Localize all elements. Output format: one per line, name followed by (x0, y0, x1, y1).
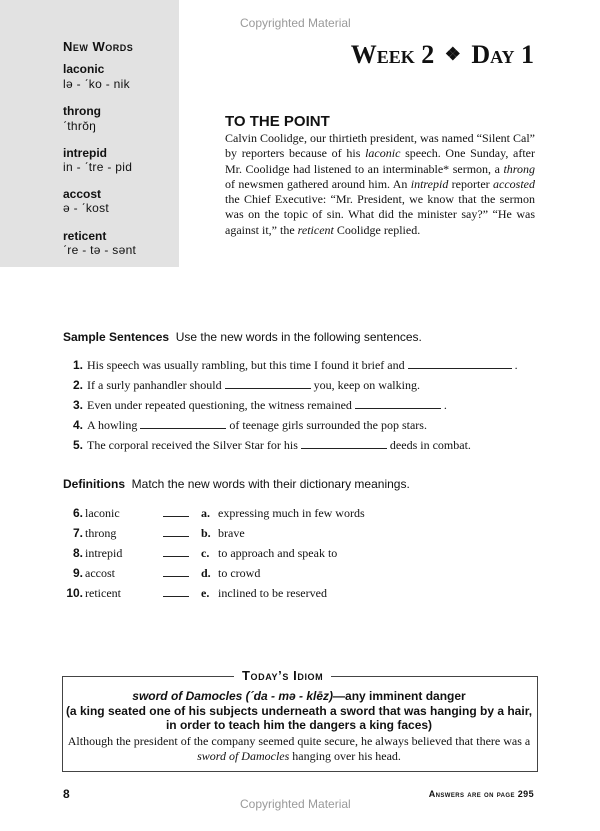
definition-row (63, 546, 463, 562)
idiom-example (64, 734, 534, 763)
definitions-instruction: Match the new words with their dictionary meanings. (131, 477, 410, 491)
pronunciation-4: ə - ˊkost (63, 201, 110, 215)
definition-letter: c. (201, 546, 210, 560)
idiom-meaning: —any imminent danger (333, 689, 466, 703)
new-word-1: laconic (63, 62, 105, 76)
passage-text: reporter (448, 176, 494, 191)
idiom-pronunciation: (ˊda - mə - klēz) (245, 689, 334, 703)
passage-vocab-word: reticent (297, 222, 334, 237)
definition-word: accost (85, 566, 115, 580)
answers-note: Answers are on page 295 (428, 789, 534, 799)
definition-row (63, 566, 463, 582)
definition-meaning: brave (218, 526, 245, 540)
item-number: 4. (72, 418, 83, 432)
passage-vocab-word: throng (503, 161, 535, 176)
match-blank[interactable] (163, 516, 189, 517)
definition-letter: a. (201, 506, 210, 520)
new-word-5: reticent (63, 229, 107, 243)
sample-sentences-instruction: Use the new words in the following sentences. (175, 330, 422, 344)
idiom-definition (64, 689, 534, 733)
sentence-item (63, 398, 447, 413)
definition-row (63, 526, 463, 542)
definition-meaning: to approach and speak to (218, 546, 338, 560)
page-number: 8 (63, 787, 70, 801)
sentence-text-after: deeds in combat. (386, 438, 471, 452)
sample-sentences-heading (63, 330, 422, 344)
item-number: 8. (72, 546, 83, 560)
definition-meaning: expressing much in few words (218, 506, 365, 520)
passage-vocab-word: intrepid (410, 176, 449, 191)
item-number: 7. (72, 526, 83, 540)
diamond-separator-icon: ❖ (444, 44, 461, 64)
passage-vocab-word: accosted (493, 176, 535, 191)
pronunciation-2: ˊthrŏŋ (63, 119, 97, 133)
new-words-title: New Words (63, 39, 134, 54)
sentence-item (63, 378, 420, 393)
sentence-text: His speech was usually rambling, but this time I found it brief and (87, 358, 408, 372)
new-word-2: throng (63, 104, 101, 118)
match-blank[interactable] (163, 536, 189, 537)
definition-letter: b. (201, 526, 211, 540)
definition-word: laconic (85, 506, 120, 520)
to-the-point-passage (225, 131, 535, 238)
passage-text: Calvin Coolidge, our thirtieth president, was named “Silent Cal” by reporters because of his (225, 131, 535, 161)
watermark-bottom: Copyrighted Material (240, 797, 351, 811)
sentence-text: A howling (87, 418, 141, 432)
item-number: 9. (72, 566, 83, 580)
definition-letter: d. (201, 566, 211, 580)
definition-row (63, 586, 463, 602)
item-number: 6. (72, 506, 83, 520)
sentence-text-after: you, keep on walking. (310, 378, 420, 392)
idiom-example-text: Although the president of the company seemed quite secure, he always believed that there was a (67, 734, 531, 748)
definition-meaning: inclined to be reserved (218, 586, 327, 600)
answer-blank[interactable] (301, 438, 387, 449)
definitions-label: Definitions (63, 477, 125, 491)
definition-letter: e. (201, 586, 210, 600)
item-number: 1. (72, 358, 83, 372)
definitions-heading (63, 477, 410, 491)
idiom-title: Today’s Idiom (234, 668, 331, 683)
sentence-text-after: of teenage girls surrounded the pop stars. (226, 418, 427, 432)
idiom-phrase: sword of Damocles (132, 689, 243, 703)
match-blank[interactable] (163, 556, 189, 557)
pronunciation-3: in - ˊtre - pid (63, 160, 133, 174)
definition-row (63, 506, 463, 522)
sentence-text-after: . (511, 358, 518, 372)
sample-sentences-label: Sample Sentences (63, 330, 170, 344)
sentence-item (63, 438, 471, 453)
answer-blank[interactable] (408, 358, 512, 369)
idiom-explanation: (a king seated one of his subjects underneath a sword that was hanging by a hair, in order to teach him the dangers a king faces) (65, 703, 533, 732)
definition-meaning: to crowd (218, 566, 261, 580)
new-word-4: accost (63, 187, 102, 201)
sentence-text: If a surly panhandler should (87, 378, 225, 392)
sentence-item (63, 358, 518, 373)
week-label: Week 2 (350, 40, 435, 69)
day-label: Day 1 (471, 40, 534, 69)
item-number: 2. (72, 378, 83, 392)
week-day-header (351, 40, 534, 70)
idiom-example-phrase: sword of Damocles (197, 748, 290, 763)
watermark-top: Copyrighted Material (240, 16, 351, 30)
answer-blank[interactable] (355, 398, 441, 409)
passage-text: the Chief Executive: “Mr. President, we know that the sermon was on the topic of sin. What did the minister say?” “He was against it,” the (225, 192, 535, 237)
item-number: 3. (72, 398, 83, 412)
match-blank[interactable] (163, 576, 189, 577)
sentence-text: The corporal received the Silver Star for his (87, 438, 301, 452)
passage-text: of newsmen gathered around him. An (225, 176, 411, 191)
item-number: 10. (66, 586, 83, 600)
passage-text: speech. One Sunday, after Mr. Coolidge had listened to an interminable* sermon, a (225, 146, 536, 176)
match-blank[interactable] (163, 596, 189, 597)
item-number: 5. (72, 438, 83, 452)
passage-text: Coolidge replied. (333, 222, 421, 237)
idiom-example-text-end: hanging over his head. (289, 748, 401, 763)
sentence-item (63, 418, 427, 433)
sentence-text: Even under repeated questioning, the witness remained (87, 398, 355, 412)
to-the-point-title: TO THE POINT (225, 113, 330, 130)
answer-blank[interactable] (140, 418, 226, 429)
pronunciation-5: ˊre - tə - sənt (63, 243, 137, 257)
definition-word: throng (85, 526, 117, 540)
passage-vocab-word: laconic (365, 146, 401, 161)
sentence-text-after: . (440, 398, 447, 412)
new-word-3: intrepid (63, 146, 107, 160)
definition-word: intrepid (85, 546, 123, 560)
definition-word: reticent (85, 586, 121, 600)
answer-blank[interactable] (225, 378, 311, 389)
pronunciation-1: lə - ˊko - nik (63, 77, 130, 91)
